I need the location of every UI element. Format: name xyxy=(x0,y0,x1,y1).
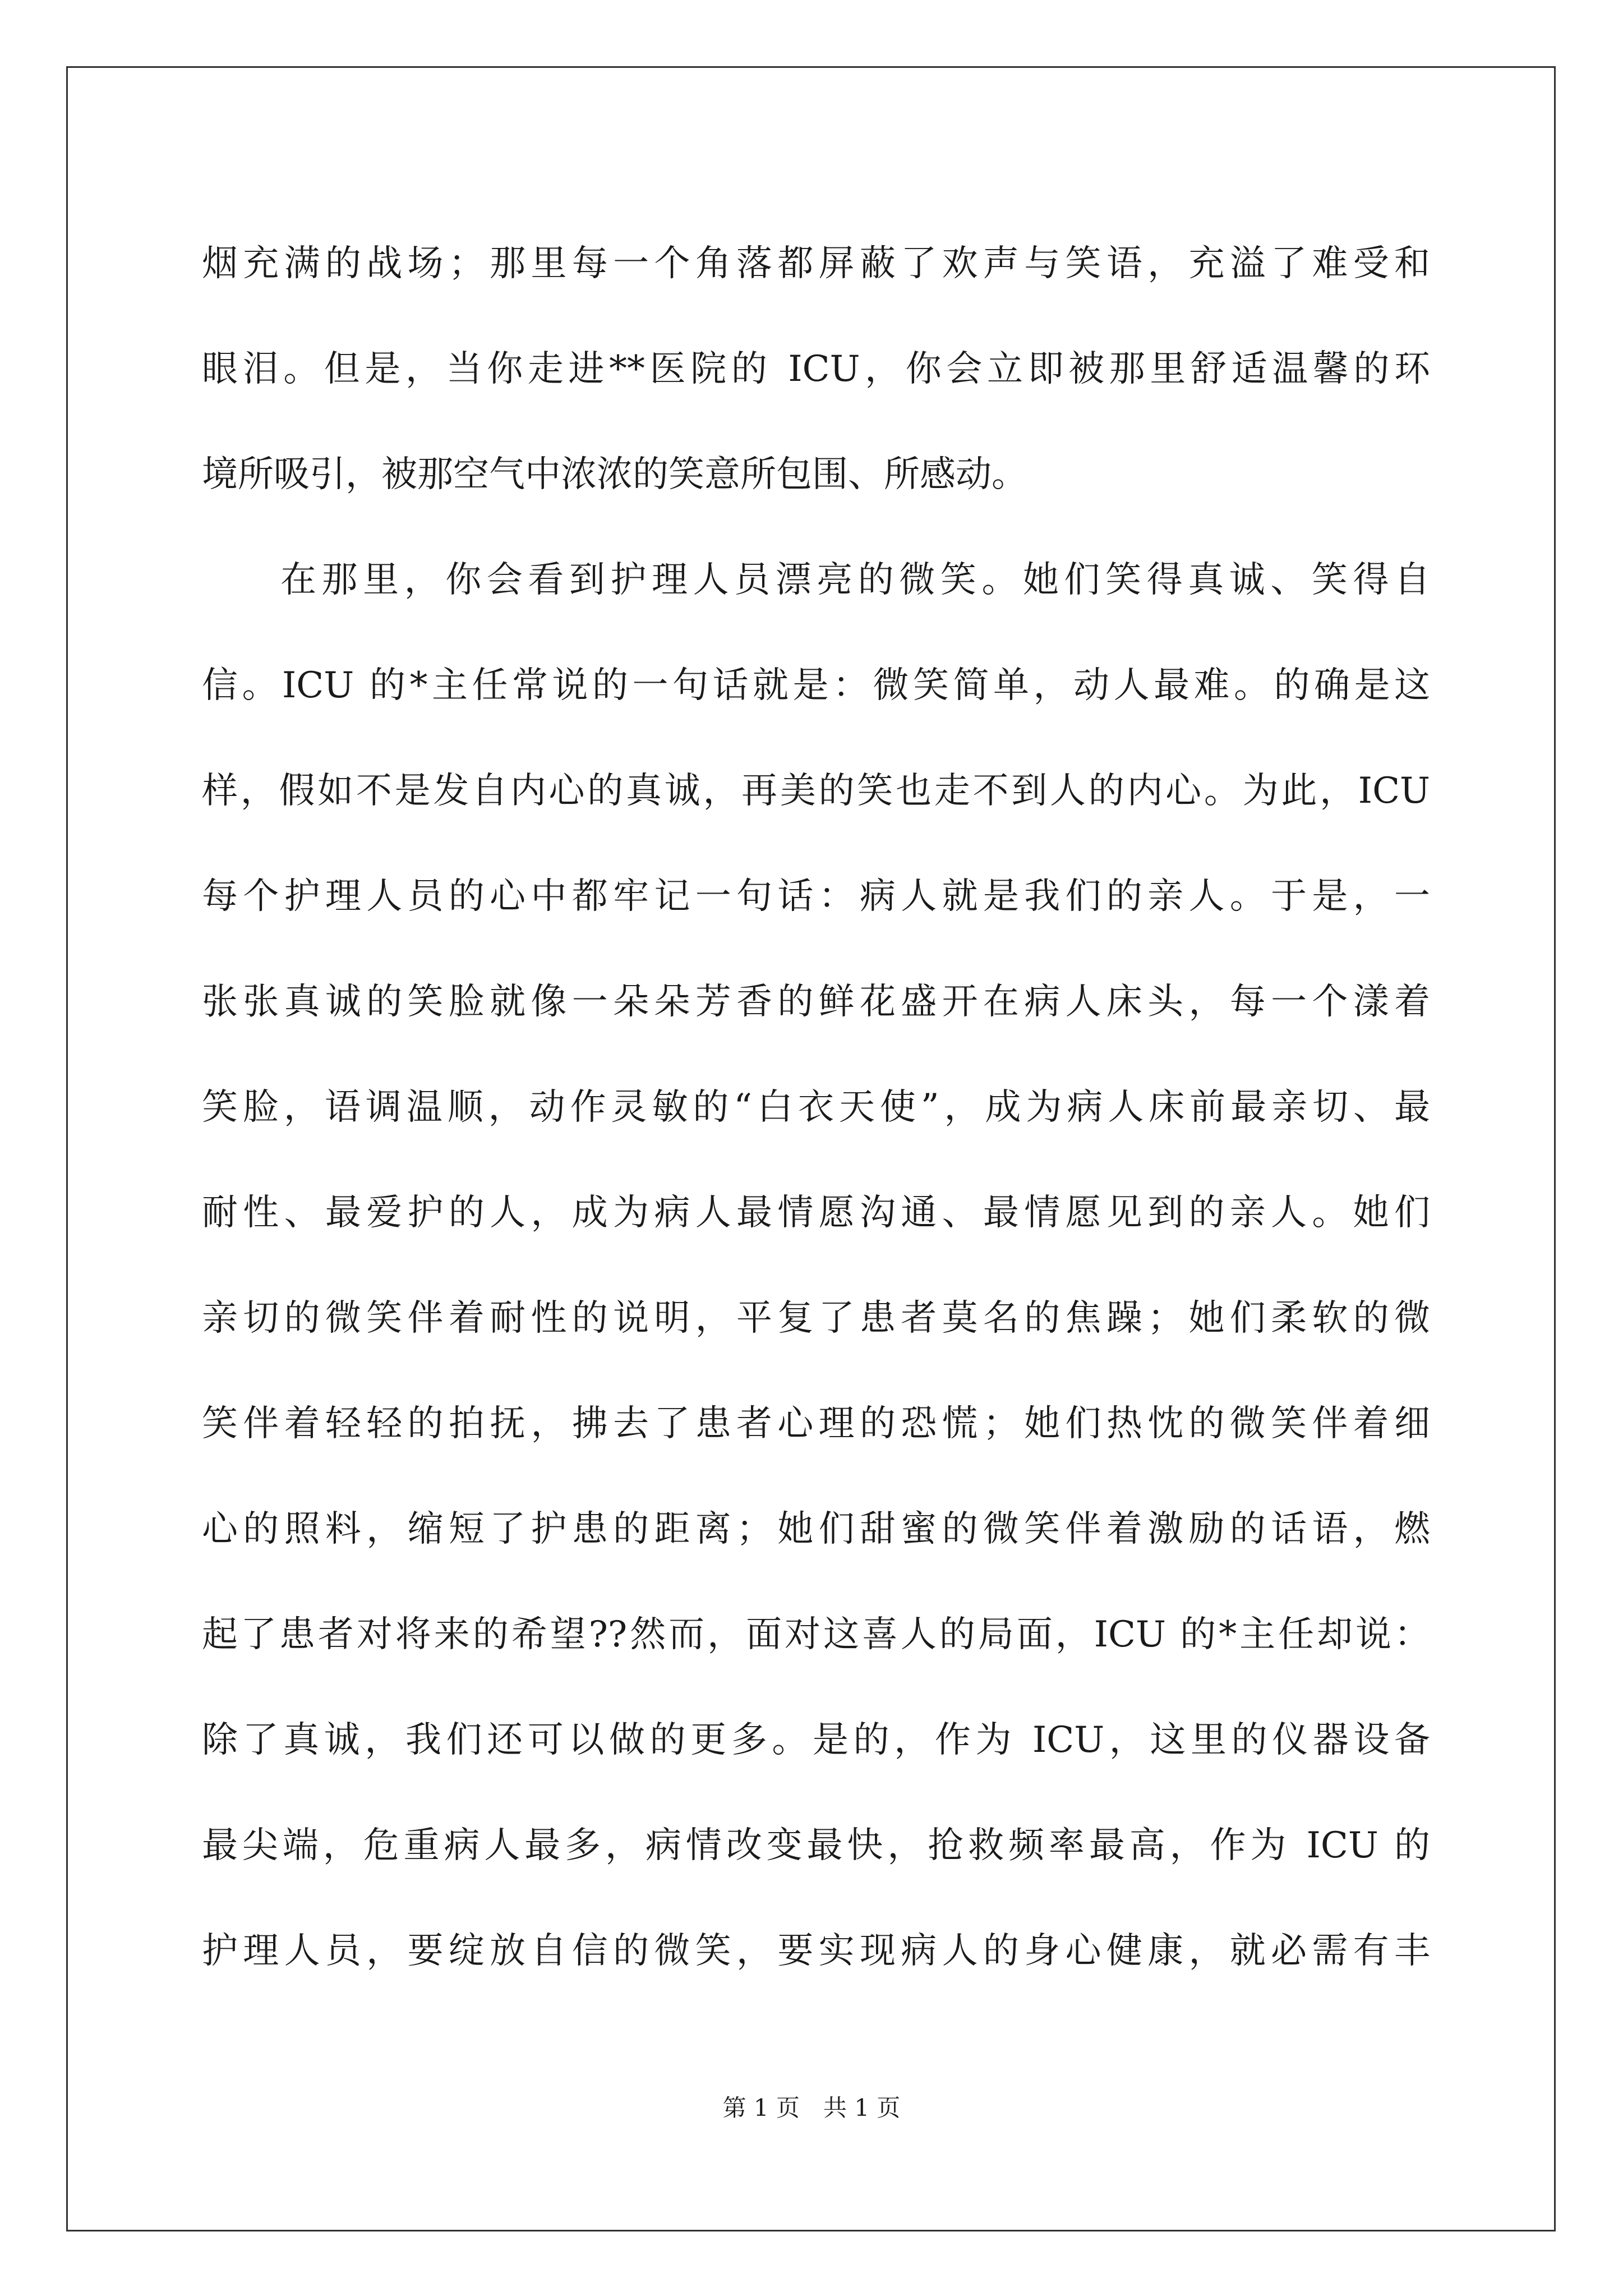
text-line: 最尖端，危重病人最多，病情改变最快，抢救频率最高，作为 ICU 的 xyxy=(202,1825,1430,1866)
text-line: 笑脸，语调温顺，动作灵敏的“白衣天使”，成为病人床前最亲切、最 xyxy=(202,1087,1430,1128)
text-line: 除了真诚，我们还可以做的更多。是的，作为 ICU，这里的仪器设备 xyxy=(202,1719,1430,1761)
text-line: 心的照料，缩短了护患的距离；她们甜蜜的微笑伴着激励的话语，燃 xyxy=(202,1508,1430,1550)
text-line: 在那里，你会看到护理人员漂亮的微笑。她们笑得真诚、笑得自 xyxy=(280,559,1430,601)
text-line: 张张真诚的笑脸就像一朵朵芳香的鲜花盛开在病人床头，每一个漾着 xyxy=(202,981,1430,1023)
text-line: 亲切的微笑伴着耐性的说明，平复了患者莫名的焦躁；她们柔软的微 xyxy=(202,1297,1430,1339)
text-line: 境所吸引，被那空气中浓浓的笑意所包围、所感动。 xyxy=(202,454,1027,495)
text-line: 信。ICU 的*主任常说的一句话就是：微笑简单，动人最难。的确是这 xyxy=(202,665,1430,706)
text-line: 护理人员，要绽放自信的微笑，要实现病人的身心健康，就必需有丰 xyxy=(202,1930,1430,1972)
text-line: 起了患者对将来的希望??然而，面对这喜人的局面，ICU 的*主任却说： xyxy=(202,1614,1430,1655)
document-body xyxy=(202,211,1430,2004)
page-number-footer: 第 1 页 共 1 页 xyxy=(722,2094,901,2122)
text-line: 每个护理人员的心中都牢记一句话：病人就是我们的亲人。于是，一 xyxy=(202,876,1430,917)
text-line: 样，假如不是发自内心的真诚，再美的笑也走不到人的内心。为此，ICU xyxy=(202,770,1430,812)
text-line: 笑伴着轻轻的拍抚，拂去了患者心理的恐慌；她们热忱的微笑伴着细 xyxy=(202,1403,1430,1444)
text-line: 眼泪。但是，当你走进**医院的 ICU，你会立即被那里舒适温馨的环 xyxy=(202,348,1430,390)
text-line: 耐性、最爱护的人，成为病人最情愿沟通、最情愿见到的亲人。她们 xyxy=(202,1192,1430,1234)
text-line: 烟充满的战场；那里每一个角落都屏蔽了欢声与笑语，充溢了难受和 xyxy=(202,243,1430,284)
